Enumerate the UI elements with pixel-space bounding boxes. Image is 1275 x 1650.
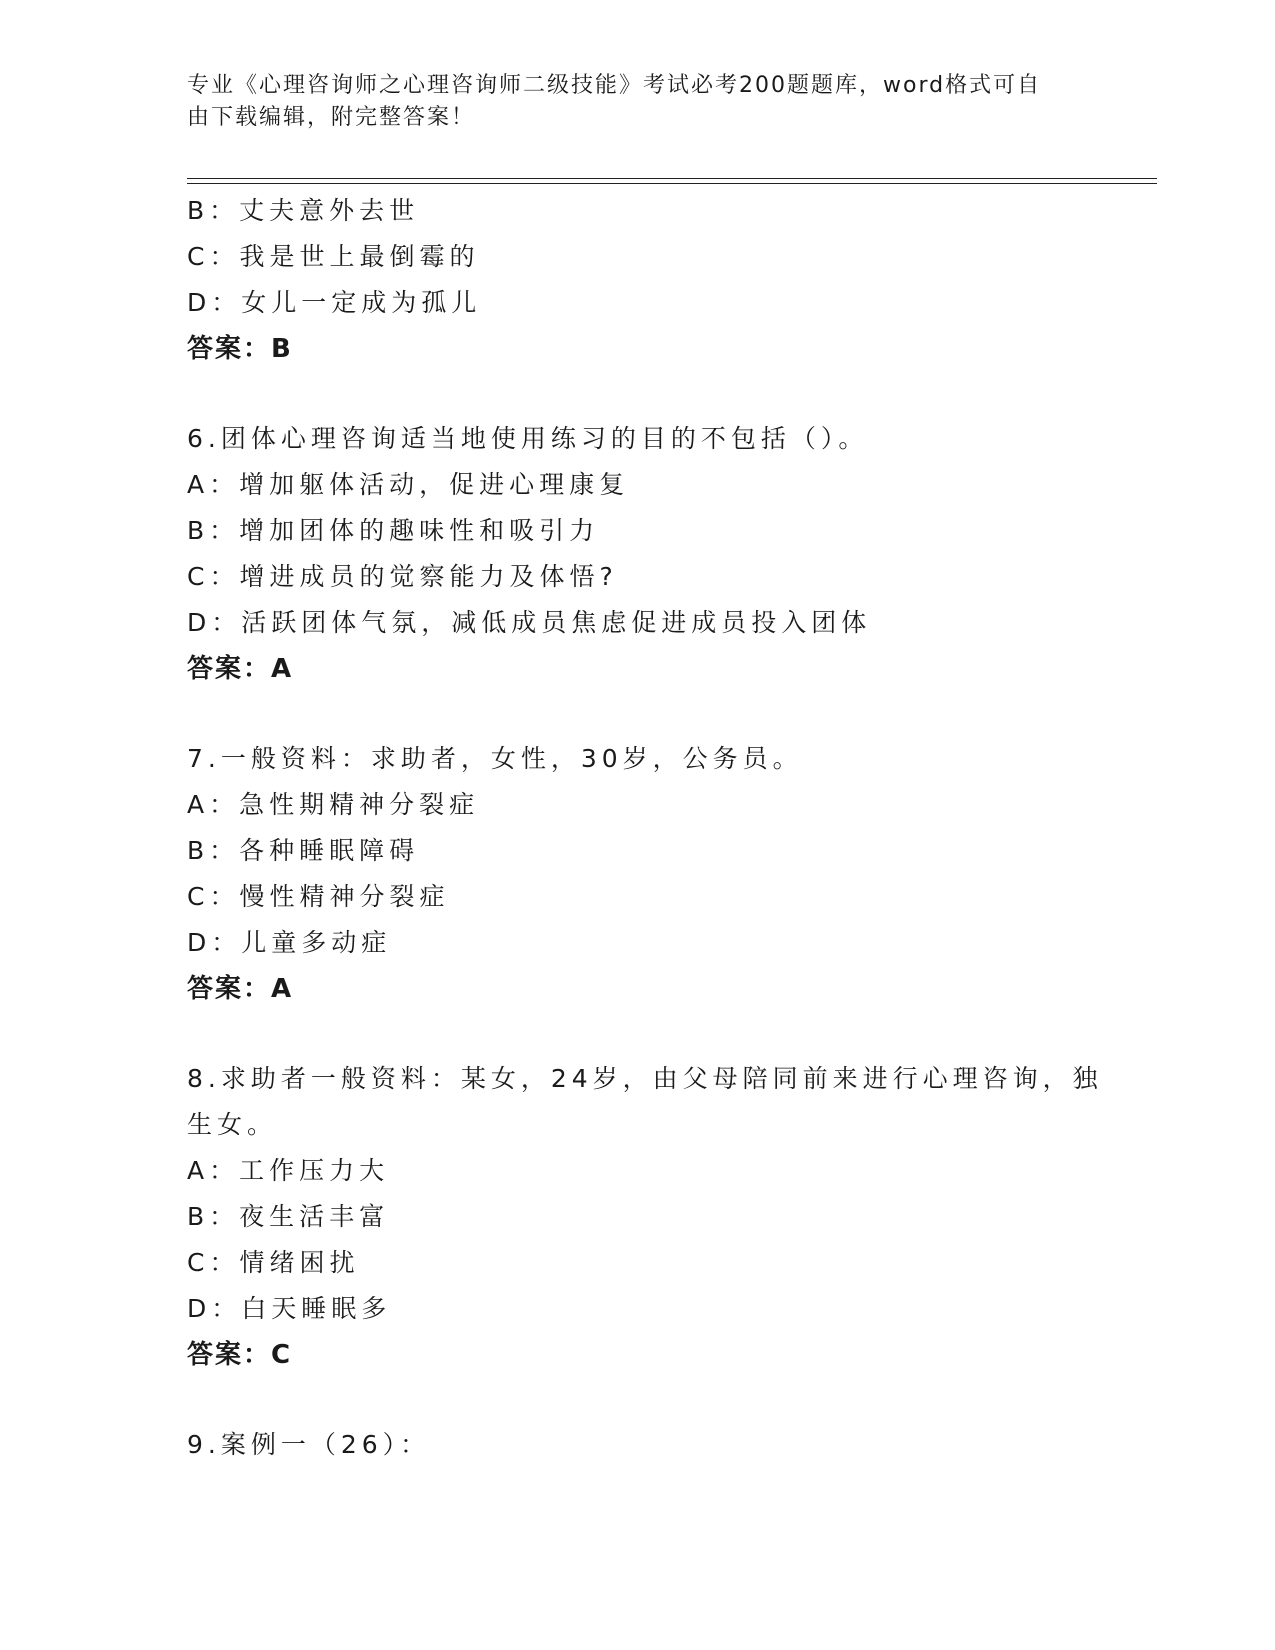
question-stem: 7.一般资料：求助者，女性，30岁，公务员。 xyxy=(187,744,803,773)
question-stem-line-1: 8.求助者一般资料：某女，24岁，由父母陪同前来进行心理咨询，独 xyxy=(187,1064,1103,1093)
header-line-2: 由下载编辑，附完整答案！ xyxy=(187,105,476,130)
option-d: D：女儿一定成为孤儿 xyxy=(187,288,482,317)
option-d: D：白天睡眠多 xyxy=(187,1294,392,1323)
answer: 答案：C xyxy=(187,1340,293,1370)
header-line-1: 专业《心理咨询师之心理咨询师二级技能》考试必考200题题库，word格式可自 xyxy=(187,73,1042,98)
question-stem-line-2: 生女。 xyxy=(187,1110,278,1139)
option-a: A：急性期精神分裂症 xyxy=(187,790,480,819)
question-7 xyxy=(187,736,1157,1012)
question-8 xyxy=(187,1056,1157,1378)
option-c: C：增进成员的觉察能力及体悟? xyxy=(187,562,618,591)
question-stem: 6.团体心理咨询适当地使用练习的目的不包括（）。 xyxy=(187,424,869,453)
option-b: B：丈夫意外去世 xyxy=(187,196,420,225)
option-b: B：各种睡眠障碍 xyxy=(187,836,420,865)
option-d: D：儿童多动症 xyxy=(187,928,392,957)
question-9 xyxy=(187,1422,1157,1468)
answer: 答案：A xyxy=(187,654,294,684)
option-a: A：增加躯体活动，促进心理康复 xyxy=(187,470,630,499)
option-c: C：我是世上最倒霉的 xyxy=(187,242,480,271)
answer: 答案：B xyxy=(187,334,293,364)
question-6 xyxy=(187,416,1157,692)
option-a: A：工作压力大 xyxy=(187,1156,390,1185)
question-5 xyxy=(187,188,1157,372)
answer: 答案：A xyxy=(187,974,294,1004)
option-d: D：活跃团体气氛，减低成员焦虑促进成员投入团体 xyxy=(187,608,872,637)
option-c: C：慢性精神分裂症 xyxy=(187,882,450,911)
question-list xyxy=(187,188,1157,1468)
page-header xyxy=(187,70,1067,134)
option-b: B：增加团体的趣味性和吸引力 xyxy=(187,516,600,545)
question-stem: 9.案例一（26）： xyxy=(187,1430,431,1459)
option-c: C：情绪困扰 xyxy=(187,1248,360,1277)
option-b: B：夜生活丰富 xyxy=(187,1202,390,1231)
header-divider xyxy=(187,178,1157,184)
